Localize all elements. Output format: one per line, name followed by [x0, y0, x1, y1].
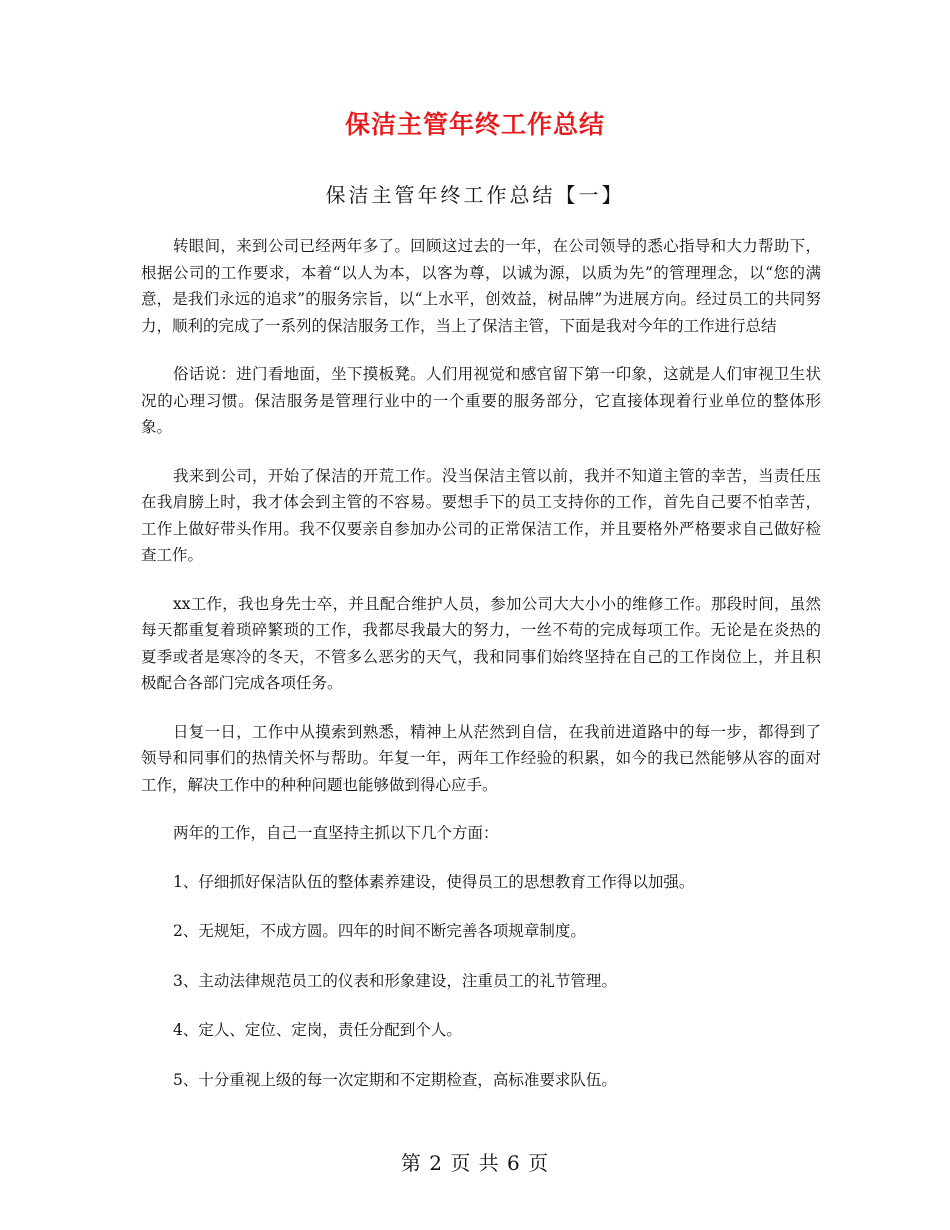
paragraph: 两年的工作，自己一直坚持主抓以下几个方面： — [173, 824, 499, 842]
page-footer: 第 2 页 共 6 页 — [400, 1151, 550, 1175]
list-item: 1、仔细抓好保洁队伍的整体素养建设，使得员工的思想教育工作得以加强。 — [173, 872, 695, 891]
list-item: 5、十分重视上级的每一次定期和不定期检查，高标准要求队伍。 — [173, 1070, 617, 1089]
document-body — [141, 233, 821, 1116]
section-subtitle: 保洁主管年终工作总结【一】 — [325, 183, 625, 207]
list-item: 2、无规矩，不成方圆。四年的时间不断完善各项规章制度。 — [173, 922, 586, 940]
list-item: 3、主动法律规范员工的仪表和形象建设，注重员工的礼节管理。 — [173, 971, 617, 990]
main-title: 保洁主管年终工作总结 — [344, 110, 605, 139]
paragraph: 俗话说：进门看地面，坐下摸板凳。人们用视觉和感官留下第一印象，这就是人们审视卫生状况的心理习惯。保洁服务是管理行业中的一个重要的服务部分，它直接体现着行业单位的整体形象。 — [141, 365, 821, 436]
paragraph: 我来到公司，开始了保洁的开荒工作。没当保洁主管以前，我并不知道主管的幸苦，当责任压在我肩膀上时，我才体会到主管的不容易。要想手下的员工支持你的工作，首先自己要不怕幸苦，工作上做好带头作用。我不仅要亲自参加办公司的正常保洁工作，并且要格外严格要求自己做好检查工作。 — [141, 466, 821, 564]
list-item: 4、定人、定位、定岗，责任分配到个人。 — [173, 1021, 462, 1039]
paragraph: 日复一日，工作中从摸索到熟悉，精神上从茫然到自信，在我前进道路中的每一步，都得到了领导和同事们的热情关怀与帮助。年复一年，两年工作经验的积累，如今的我已然能够从容的面对工作，解决工作中的种种问题也能够做到得心应手。 — [141, 722, 821, 794]
paragraph: 转眼间，来到公司已经两年多了。回顾这过去的一年，在公司领导的悉心指导和大力帮助下，根据公司的工作要求，本着“以人为本，以客为尊，以诚为源，以质为先”的管理理念，以“您的满意，是我们永远的追求”的服务宗旨，以“上水平，创效益，树品牌”为进展方向。经过员工的共同努力，顺利的完成了一系列的保洁服务工作，当上了保洁主管，下面是我对今年的工作进行总结 — [141, 237, 821, 335]
paragraph: xx工作，我也身先士卒，并且配合维护人员，参加公司大大小小的维修工作。那段时间，虽然每天都重复着琐碎繁琐的工作，我都尽我最大的努力，一丝不苟的完成每项工作。无论是在炎热的夏季或者是寒冷的冬天，不管多么恶劣的天气，我和同事们始终坚持在自己的工作岗位上，并且积极配合各部门完成各项任务。 — [141, 594, 821, 692]
